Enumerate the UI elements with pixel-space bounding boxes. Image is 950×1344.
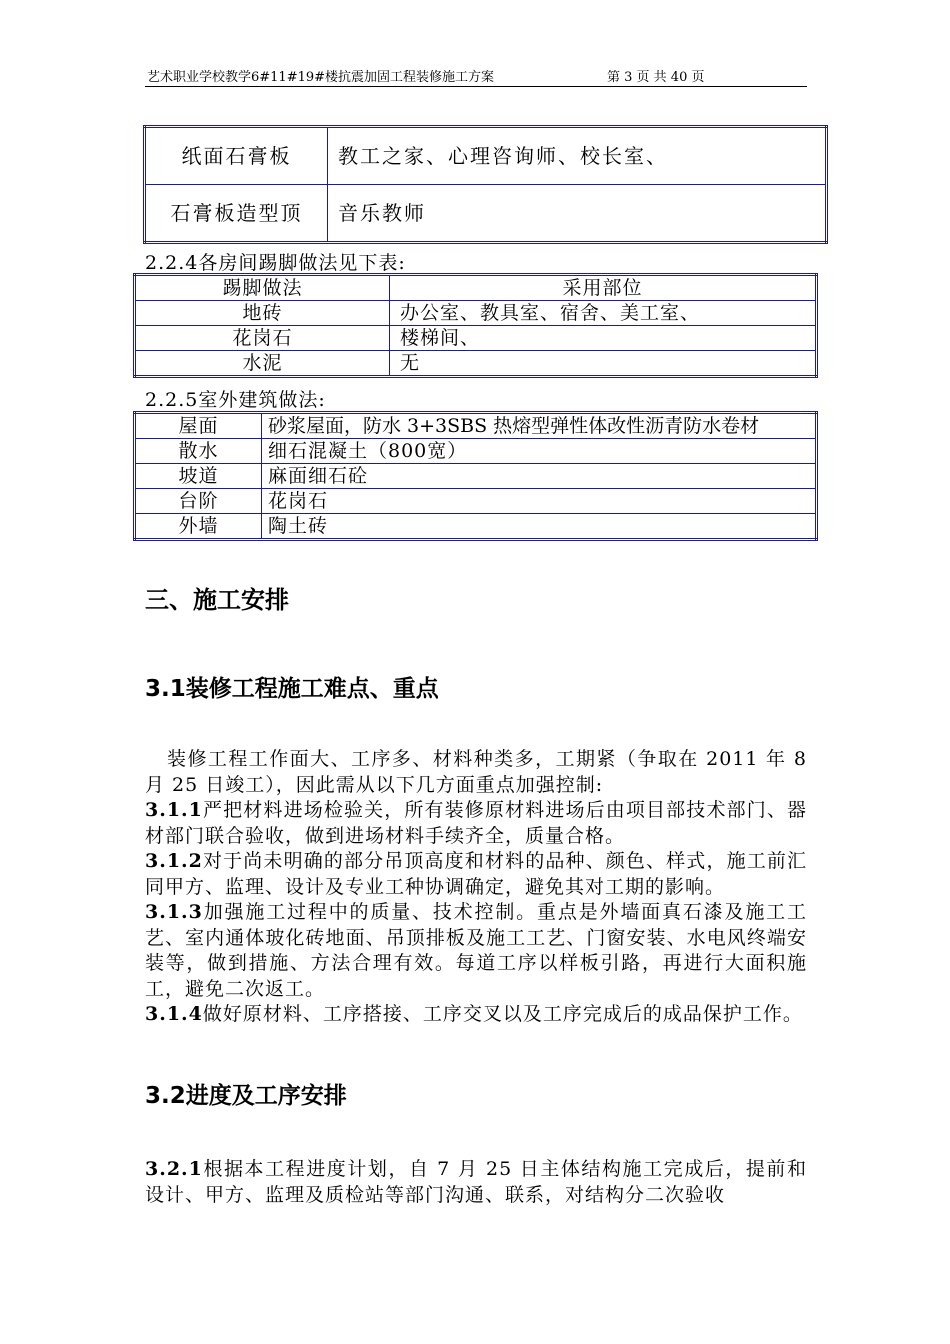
column-header: 采用部位	[390, 275, 817, 301]
table-cell: 陶土砖	[262, 514, 817, 540]
list-item	[145, 900, 807, 1002]
table-cell: 坡道	[135, 464, 262, 489]
table-row	[135, 413, 817, 439]
section-3-1-intro: 装修工程工作面大、工序多、材料种类多，工期紧（争取在 2011 年 8 月 25 日竣工），因此需从以下几方面重点加强控制:	[145, 748, 807, 796]
table-cell: 麻面细石砼	[262, 464, 817, 489]
table-cell: 无	[390, 351, 817, 377]
chapter-title: 三、施工安排	[145, 586, 289, 614]
table-cell: 屋面	[135, 413, 262, 439]
item-text: 严把材料进场检验关，所有装修原材料进场后由项目部技术部门、器材部门联合验收，做到进场材料手续齐全，质量合格。	[145, 799, 807, 847]
table-row	[145, 127, 827, 185]
item-number: 3.1.3	[145, 901, 203, 923]
table-row	[135, 326, 817, 351]
list-item	[145, 849, 807, 900]
table-cell: 砂浆屋面，防水 3+3SBS 热熔型弹性体改性沥青防水卷材	[262, 413, 817, 439]
item-text: 做好原材料、工序搭接、工序交叉以及工序完成后的成品保护工作。	[202, 1003, 803, 1025]
table-row	[135, 301, 817, 326]
table-cell: 地砖	[135, 301, 390, 326]
section-3-1-title: 3.1装修工程施工难点、重点	[145, 676, 439, 702]
item-text: 对于尚未明确的部分吊顶高度和材料的品种、颜色、样式，施工前汇同甲方、监理、设计及专业工种协调确定，避免其对工期的影响。	[145, 850, 807, 898]
table-row	[135, 439, 817, 464]
ceiling-table	[143, 125, 828, 244]
table-row	[135, 489, 817, 514]
page-header	[145, 66, 807, 87]
table-row	[135, 464, 817, 489]
table-cell: 外墙	[135, 514, 262, 540]
section-2-2-5-label: 2.2.5室外建筑做法:	[145, 389, 326, 411]
table-cell: 音乐教师	[328, 185, 827, 243]
header-page-number: 第 3 页 共 40 页	[607, 70, 705, 85]
table-cell: 纸面石膏板	[145, 127, 328, 185]
column-header: 踢脚做法	[135, 275, 390, 301]
item-number: 3.1.1	[145, 799, 203, 821]
table-cell: 教工之家、心理咨询师、校长室、	[328, 127, 827, 185]
table-cell: 花岗石	[262, 489, 817, 514]
section-2-2-4-label: 2.2.4各房间踢脚做法见下表:	[145, 252, 406, 274]
exterior-table	[133, 411, 818, 541]
list-item	[145, 1157, 807, 1208]
item-text: 加强施工过程中的质量、技术控制。重点是外墙面真石漆及施工工艺、室内通体玻化砖地面、吊顶排板及施工工艺、门窗安装、水电风终端安装等，做到措施、方法合理有效。每道工序以样板引路，再进行大面积施工，避免二次返工。	[145, 901, 807, 1000]
header-title: 艺术职业学校教学6#11#19#楼抗震加固工程装修施工方案	[147, 70, 495, 85]
table-row	[135, 514, 817, 540]
table-cell: 石膏板造型顶	[145, 185, 328, 243]
table-cell: 细石混凝土（800宽）	[262, 439, 817, 464]
item-number: 3.2.1	[145, 1158, 203, 1180]
item-number: 3.1.2	[145, 850, 203, 872]
table-cell: 台阶	[135, 489, 262, 514]
item-number: 3.1.4	[145, 1003, 203, 1025]
table-row	[145, 185, 827, 243]
table-cell: 水泥	[135, 351, 390, 377]
table-header-row	[135, 275, 817, 301]
skirting-table	[133, 273, 818, 378]
table-row	[135, 351, 817, 377]
section-3-2-body	[145, 1157, 807, 1208]
section-3-2-title: 3.2进度及工序安排	[145, 1083, 347, 1109]
list-item	[145, 1002, 807, 1028]
item-text: 根据本工程进度计划，自 7 月 25 日主体结构施工完成后，提前和设计、甲方、监理及质检站等部门沟通、联系，对结构分二次验收	[145, 1158, 807, 1206]
table-cell: 散水	[135, 439, 262, 464]
table-cell: 花岗石	[135, 326, 390, 351]
table-cell: 楼梯间、	[390, 326, 817, 351]
section-3-1-body	[145, 747, 807, 1028]
table-cell: 办公室、教具室、宿舍、美工室、	[390, 301, 817, 326]
list-item	[145, 798, 807, 849]
